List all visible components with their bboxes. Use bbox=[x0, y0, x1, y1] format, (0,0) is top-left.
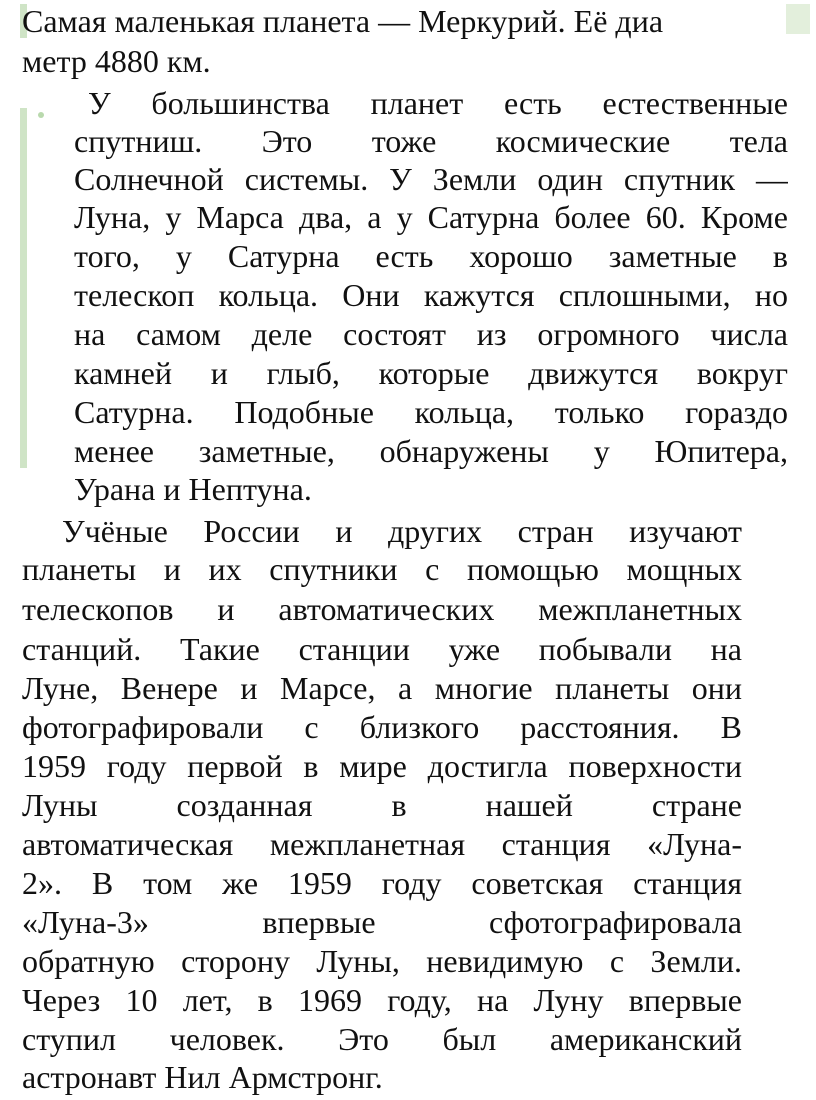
paragraph-2-line-3: Солнечной системы. У Земли один спутник — bbox=[74, 161, 788, 197]
margin-dot bbox=[38, 112, 44, 118]
paragraph-3-line-6: фотографировали с близкого расстояния. В bbox=[22, 709, 742, 745]
paragraph-1-line-1: Самая маленькая планета — Меркурий. Её диа bbox=[22, 3, 664, 39]
paragraph-3-line-11: «Луна-3» впервые сфотографировала bbox=[22, 904, 742, 940]
paragraph-2-line-5: того, у Сатурна есть хорошо заметные в bbox=[74, 238, 788, 274]
paragraph-2-line-11: Урана и Нептуна. bbox=[74, 471, 312, 507]
paragraph-2-line-4: Луна, у Марса два, а у Сатурна более 60. Кроме bbox=[74, 199, 788, 235]
paragraph-3-line-1: Учёные России и других стран изучают bbox=[62, 513, 742, 549]
paragraph-2-line-10: менее заметные, обнаружены у Юпитера, bbox=[74, 433, 788, 469]
paragraph-3-line-15: астронавт Нил Армстронг. bbox=[22, 1059, 383, 1095]
paragraph-2-line-2: спутниш. Это тоже космические тела bbox=[74, 123, 788, 159]
paragraph-3-line-2: планеты и их спутники с помощью мощных bbox=[22, 551, 742, 587]
paragraph-3-line-4: станций. Такие станции уже побывали на bbox=[22, 631, 742, 667]
margin-bar-left bbox=[20, 108, 27, 468]
paragraph-2-line-6: телескоп кольца. Они кажутся сплошными, но bbox=[74, 277, 788, 313]
margin-bar-right-top bbox=[786, 4, 810, 34]
paragraph-3-line-5: Луне, Венере и Марсе, а многие планеты они bbox=[22, 670, 742, 706]
paragraph-3-line-9: автоматическая межпланетная станция «Луна- bbox=[22, 826, 742, 862]
paragraph-2-line-1: У большинства планет есть естественные bbox=[88, 85, 788, 121]
paragraph-2-line-7: на самом деле состоят из огромного числа bbox=[74, 316, 788, 352]
paragraph-2-line-9: Сатурна. Подобные кольца, только гораздо bbox=[74, 394, 788, 430]
paragraph-3-line-12: обратную сторону Луны, невидимую с Земли. bbox=[22, 943, 742, 979]
paragraph-3-line-10: 2». В том же 1959 году советская станция bbox=[22, 865, 742, 901]
paragraph-3-line-3: телескопов и автоматических межпланетных bbox=[22, 591, 742, 627]
paragraph-3-line-7: 1959 году первой в мире достигла поверхности bbox=[22, 748, 742, 784]
paragraph-3-line-13: Через 10 лет, в 1969 году, на Луну впервые bbox=[22, 982, 742, 1018]
paragraph-1-line-2: метр 4880 км. bbox=[22, 43, 211, 79]
paragraph-3-line-14: ступил человек. Это был американский bbox=[22, 1021, 742, 1057]
paragraph-2-line-8: камней и глыб, которые движутся вокруг bbox=[74, 355, 788, 391]
paragraph-3-line-8: Луны созданная в нашей стране bbox=[22, 787, 742, 823]
